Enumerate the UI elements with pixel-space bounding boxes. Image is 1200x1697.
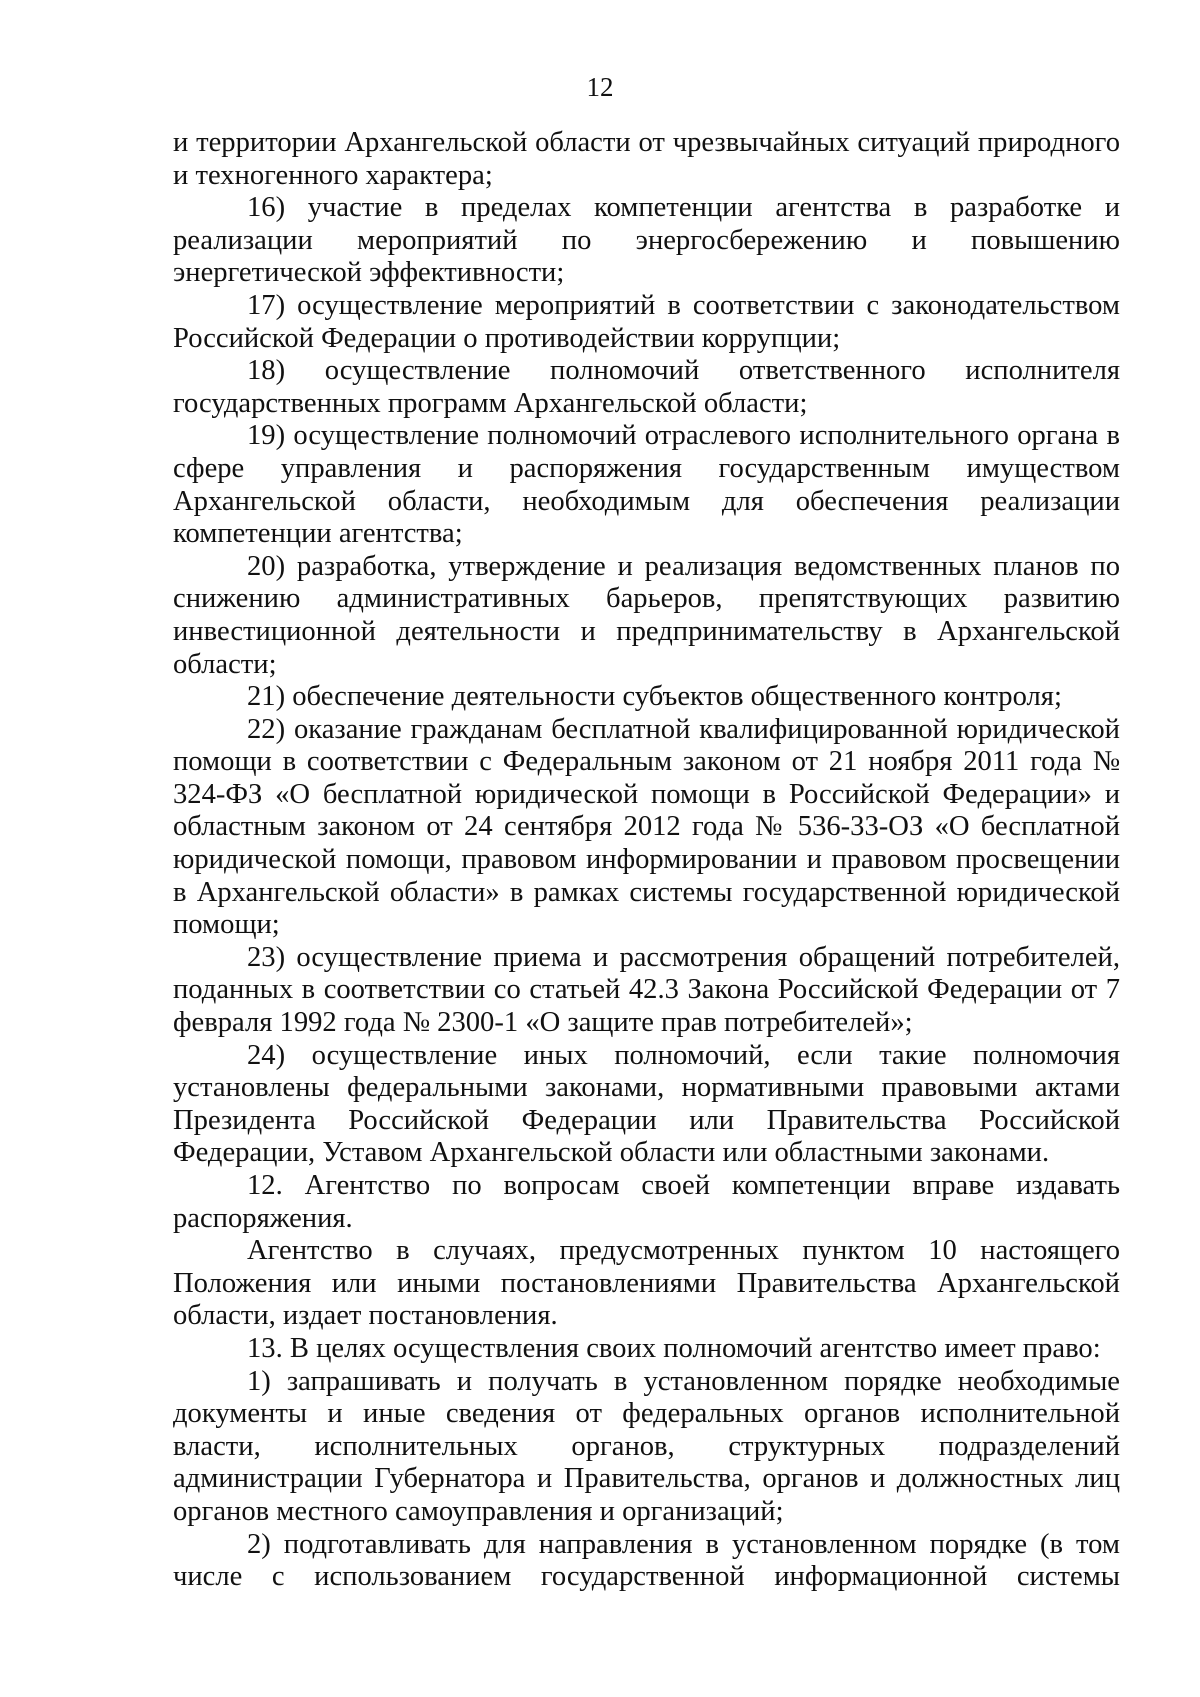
paragraph-item-19: 19) осуществление полномочий отраслевого исполнительного органа в сфере управления и распоряжения государственным имуществом Архангельской области, необходимым для обеспечения реализации компетенции агентства; — [173, 420, 1120, 550]
paragraph-continuation: и территории Архангельской области от чрезвычайных ситуаций природного и техногенного характера; — [173, 127, 1120, 191]
paragraph-item-23: 23) осуществление приема и рассмотрения обращений потребителей, поданных в соответствии со статьей 42.3 Закона Российской Федерации от 7 февраля 1992 года № 2300-1 «О защите прав потребителей»; — [173, 941, 1120, 1039]
paragraph-section-12-resolutions: Агентство в случаях, предусмотренных пунктом 10 настоящего Положения или иными постановлениями Правительства Архангельской области, издает постановления. — [173, 1235, 1120, 1332]
document-body — [173, 127, 1120, 1594]
paragraph-right-1: 1) запрашивать и получать в установленном порядке необходимые документы и иные сведения от федеральных органов исполнительной власти, исполнительных органов, структурных подразделений администрации Губернатора и Правительства, органов и должностных лиц органов местного самоуправления и организаций; — [173, 1365, 1120, 1527]
paragraph-item-17: 17) осуществление мероприятий в соответствии с законодательством Российской Федерации о противодействии коррупции; — [173, 289, 1120, 354]
paragraph-item-18: 18) осуществление полномочий ответственного исполнителя государственных программ Архангельской области; — [173, 355, 1120, 419]
paragraph-section-12: 12. Агентство по вопросам своей компетенции вправе издавать распоряжения. — [173, 1170, 1120, 1234]
paragraph-right-2: 2) подготавливать для направления в установленном порядке (в том числе с использованием государственной информационной системы — [173, 1528, 1120, 1593]
paragraph-item-20: 20) разработка, утверждение и реализация ведомственных планов по снижению административных барьеров, препятствующих развитию инвестиционной деятельности и предпринимательству в Архангельской области; — [173, 550, 1120, 680]
paragraph-item-22: 22) оказание гражданам бесплатной квалифицированной юридической помощи в соответствии с Федеральным законом от 21 ноября 2011 года № 324-ФЗ «О бесплатной юридической помощи в Российской Федерации» и областным законом от 24 сентября 2012 года № 536-33-ОЗ «О бесплатной юридической помощи, правовом информировании и правовом просвещении в Архангельской области» в рамках системы государственной юридической помощи; — [173, 713, 1120, 941]
paragraph-item-24: 24) осуществление иных полномочий, если такие полномочия установлены федеральными законами, нормативными правовыми актами Президента Российской Федерации или Правительства Российской Федерации, Уставом Архангельской области или областными законами. — [173, 1039, 1120, 1169]
paragraph-item-21: 21) обеспечение деятельности субъектов общественного контроля; — [247, 681, 1062, 713]
page-number: 12 — [586, 72, 614, 102]
paragraph-item-16: 16) участие в пределах компетенции агентства в разработке и реализации мероприятий по энергосбережению и повышению энергетической эффективности; — [173, 192, 1120, 289]
paragraph-section-13: 13. В целях осуществления своих полномочий агентство имеет право: — [247, 1332, 1101, 1364]
